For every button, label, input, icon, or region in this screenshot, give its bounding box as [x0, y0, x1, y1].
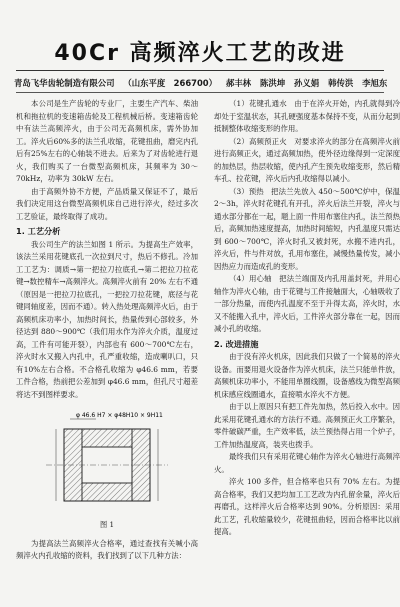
- paragraph: 由于没有淬火机床，因此我们只做了一个简易的淬火设备。而要用退火设备作为淬火机床，法兰只能单件放，高频机床功率小，不能用单圈线圈，设备感线为微型高频机床感应线圈通水，直接喷水淬火不方便。: [214, 352, 400, 399]
- paragraph: 本公司是生产齿轮的专业厂，主要生产汽车、柴油机和拖拉机的变速箱齿轮及工程机械后桥。变速箱齿轮中有法兰高频淬火，由于公司无高频机床，需外协加工。淬火后60%多的法兰孔收缩，花键扭曲，磨完内孔后有25%左右的心轴装不进去。后来为了对齿轮进行退火，我们购买了一台微型高频机床，其频率为 30～70kHz，功率为 30kW 左右。: [16, 99, 198, 183]
- figure-1: [16, 407, 198, 517]
- author: 郝丰林: [225, 78, 252, 88]
- paragraph: （3）预热 把法兰先放入 450～500℃炉中，保温 2～3h，淬火时花键孔有开孔，淬火后法兰开裂，淬火与通水部分都在一起，题上面一件用布塞住内孔，法兰预热后，高频加热速度提高，加热时间缩短，内孔温度只需达到 600～700℃，淬火时孔又被封死，水搬不进内孔，淬火后，件与件对放，孔用布塞住，减慢热量传发，减小因热应力而造成孔的变形。: [214, 186, 400, 271]
- left-column: [16, 98, 198, 603]
- author: 孙义娟: [294, 78, 320, 88]
- location: （山东平度 266700）: [123, 78, 218, 88]
- title-divider: [16, 70, 384, 71]
- paragraph: （1）花键孔通水 由于在淬火开始，内孔就得到冷却处于室温状态，其孔硬强度基本保持不变，从而分起到抵制整体收缩变形的作用。: [214, 99, 400, 133]
- flange-drawing: [16, 407, 198, 517]
- article-title: 40Cr 高频淬火工艺的改进: [54, 41, 346, 66]
- section-heading: 2. 改进措施: [214, 338, 259, 349]
- figure-caption: 图 1: [99, 520, 115, 529]
- byline: [14, 77, 394, 89]
- section-heading: 1. 工艺分析: [16, 226, 61, 236]
- paragraph: （4）用心轴 把法兰端面及内孔用盖封死，并用心轴作为淬火心轴，由于花键与工件接触面大，心轴吸收了一部分热量，而使内孔温度不至于升得太高，淬火时，水又不能搬入孔中，淬火后，工件淬火部分靠在一起，因而减小孔的收缩。: [214, 274, 400, 333]
- paragraph: 由于以上原因只有把工件先加热，然后投入水中。因此采用花键孔通水的方法行不通。高频预正火工序繁杂，零件破碳严重，生产效率低，法兰预热得占用一个炉子，工件加热温度高，装夹也拨手。: [214, 402, 400, 449]
- affiliation: 青岛飞华齿轮制造有限公司: [14, 78, 115, 88]
- paragraph: 为提高法兰高频淬火合格率，通过查找有关喊小高频淬火内孔收缩的资料，我们找到了以下几种方法：: [16, 538, 198, 560]
- right-column: [214, 98, 400, 603]
- paragraph: 我公司生产的法兰如图 1 所示。为提高生产效率，该法兰采用花键底孔一次拉到尺寸，热后不修孔。冷加工工艺为：调质→第一把拉刀拉底孔→第二把拉刀拉花键→数控精车→高频淬火。高频淬火前有 20% 左右不通（原因是一把拉刀拉底孔，一把拉刀拉花键，底径与花键同轴度差，因而不通）。转入热处理高频淬火后，由于高频机床功率小，加热时间长，热量传到心部较多，外径达到 880～900℃（我们用水作为淬火介质，温度过高，工件有可能开裂），内部也有 600～700℃左右，淬火时水又搬入内孔中，孔严重收缩，造成喇叭口，只有10%左右合格。不合格孔收缩为 φ46.6 mm，若要工件合格，热前把公差加到 φ46.6 mm，但孔尺寸超差将达不到图样要求。: [16, 239, 198, 399]
- byline-divider: [16, 92, 384, 93]
- paragraph: 淬火 100 多件，但合格率也只有 70% 左右。为提高合格率，我们又把均加工工艺改为内孔留余量，淬火后再磨孔，这样淬火后合格率达到 90%。分析原因：采用此工艺，孔收缩量较少，花键扭曲轻，因而合格率比以前提高。: [214, 477, 400, 536]
- author: 李旭东: [362, 78, 388, 88]
- paragraph: 最终我们只有采用花键心轴作为淬火心轴进行高频淬火。: [214, 452, 400, 474]
- author: 韩传洪: [328, 78, 354, 88]
- figure-dimension-label: φ 46.6 H7 × φ48H10 × 9H11: [76, 412, 163, 419]
- paragraph: （2）高频预正火 对要求淬火的部分在高频淬火前进行高频正火，通过高频加热，使外径边缘得到一定深度的加热层，热层收缩，使内孔产生预先收缩变形，然后精车孔、拉花键，淬火后内孔收缩得以减小。: [214, 136, 400, 183]
- author: 陈洪坤: [259, 78, 286, 88]
- paragraph: 由于高频外协不方便，产品质量又保证不了，最后我们决定用这台微型高频机床自己进行淬火，经过多次工艺验证，最终取得了成功。: [16, 186, 198, 221]
